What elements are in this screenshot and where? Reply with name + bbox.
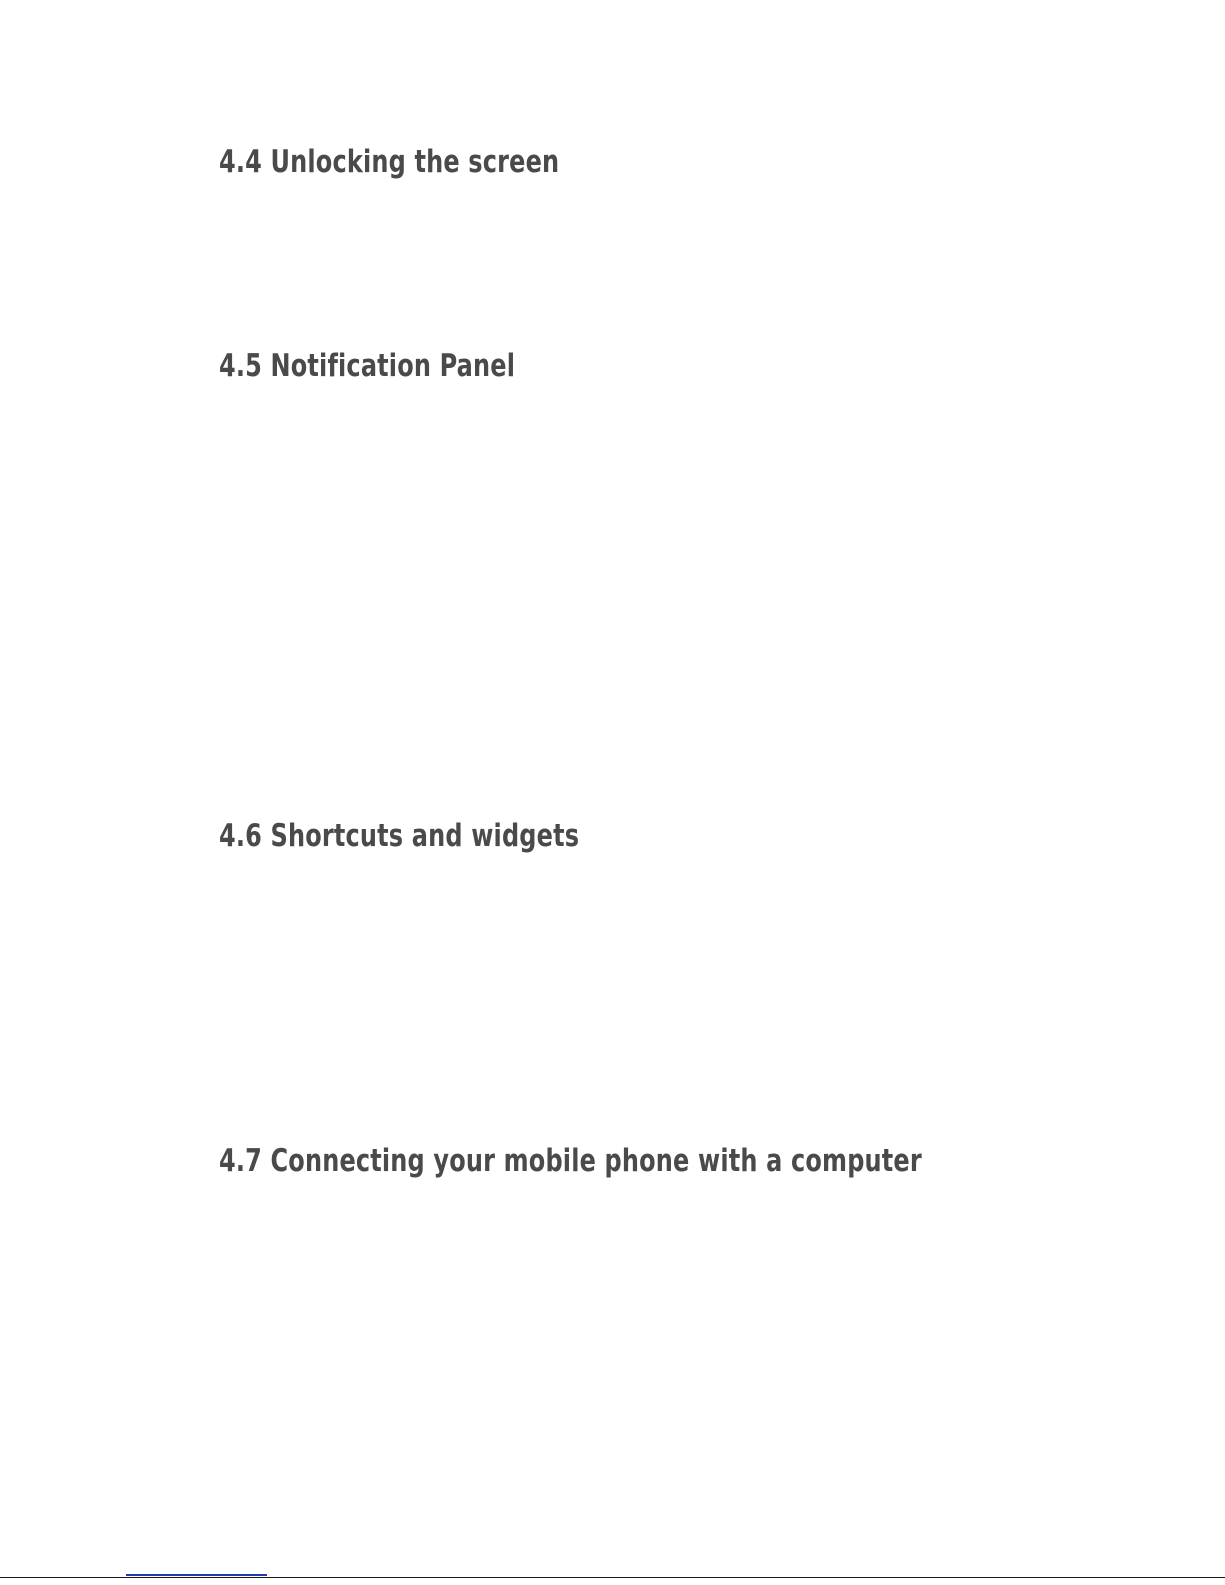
section-heading-unlocking-screen: 4.4 Unlocking the screen xyxy=(219,144,560,180)
section-heading-notification-panel: 4.5 Notification Panel xyxy=(219,348,516,384)
section-heading-shortcuts-widgets: 4.6 Shortcuts and widgets xyxy=(219,818,580,854)
section-heading-connecting-computer: 4.7 Connecting your mobile phone with a computer xyxy=(219,1143,922,1179)
footer-accent-line xyxy=(126,1574,267,1576)
footer-divider xyxy=(0,1577,1225,1578)
